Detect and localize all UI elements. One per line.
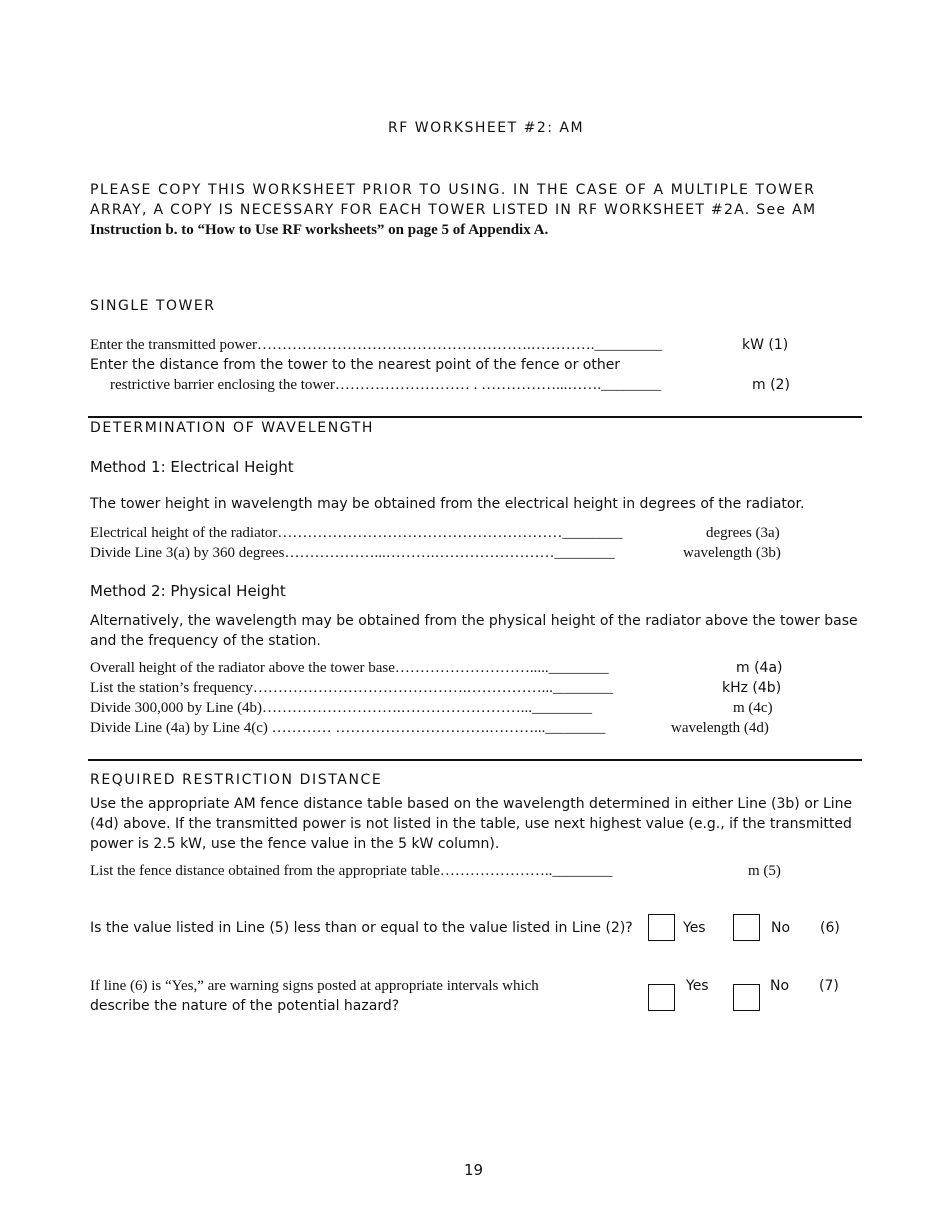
method2-title: Method 2: Physical Height [90,582,286,600]
line3b-unit: wavelength (3b) [683,545,781,561]
line4c-label: Divide 300,000 by Line (4b)……………………….……………………...________ [90,700,593,716]
line4c-unit: m (4c) [733,700,773,716]
line1-unit: kW (1) [742,337,789,353]
line3b-label: Divide Line 3(a) by 360 degrees………………...……….……………………________ [90,545,615,561]
single-tower-heading: SINGLE TOWER [90,298,216,314]
intro-line-2: ARRAY, A COPY IS NECESSARY FOR EACH TOWER LISTED IN RF WORKSHEET #2A. See AM [90,202,817,218]
q6-no-checkbox[interactable] [733,914,760,941]
divider-2 [88,759,862,761]
line5-label: List the fence distance obtained from the appropriate table…………………..________ [90,863,613,879]
line4a-label: Overall height of the radiator above the tower base……………………….....________ [90,660,609,676]
line3a-label: Electrical height of the radiator…………………………………………………________ [90,525,623,541]
line4d-unit: wavelength (4d) [671,720,769,736]
q6-yes-label: Yes [683,920,706,936]
line2b-label: restrictive barrier enclosing the tower……………………… . ……………...…….________ [110,377,662,393]
q7-yes-label: Yes [686,978,709,994]
intro-line-3: Instruction b. to “How to Use RF worksheets” on page 5 of Appendix A. [90,222,549,238]
line2a-label: Enter the distance from the tower to the nearest point of the fence or other [90,357,621,373]
q6-yes-checkbox[interactable] [648,914,675,941]
q6-no-label: No [771,920,791,936]
line4b-unit: kHz (4b) [722,680,782,696]
q7-no-checkbox[interactable] [733,984,760,1011]
line2-unit: m (2) [752,377,790,393]
method1-text: The tower height in wavelength may be obtained from the electrical height in degrees of the radiator. [90,496,805,512]
q7-yes-checkbox[interactable] [648,984,675,1011]
wavelength-heading: DETERMINATION OF WAVELENGTH [90,420,374,436]
intro-line-1: PLEASE COPY THIS WORKSHEET PRIOR TO USING. IN THE CASE OF A MULTIPLE TOWER [90,182,816,198]
line5-unit: m (5) [748,863,781,879]
method1-title: Method 1: Electrical Height [90,458,294,476]
q7-number: (7) [819,978,839,994]
page-number: 19 [464,1161,484,1179]
method2-text: Alternatively, the wavelength may be obtained from the physical height of the radiator above the tower base and the frequency of the station. [90,613,858,649]
q7-no-label: No [770,978,790,994]
line4b-label: List the station’s frequency…………………………………….……………...________ [90,680,613,696]
q7-line-2: describe the nature of the potential hazard? [90,998,400,1014]
divider-1 [88,416,862,418]
line4a-unit: m (4a) [736,660,783,676]
line4d-label: Divide Line (4a) by Line 4(c) ………… ………………………….………...________ [90,720,606,736]
line1-label: Enter the transmitted power……………………………………………….…………._________ [90,337,663,353]
q6-text: Is the value listed in Line (5) less than or equal to the value listed in Line (2)? [90,920,633,936]
restriction-heading: REQUIRED RESTRICTION DISTANCE [90,772,383,788]
page-title: RF WORKSHEET #2: AM [388,120,585,136]
line3a-unit: degrees (3a) [706,525,780,541]
q7-line-1: If line (6) is “Yes,” are warning signs posted at appropriate intervals which [90,978,539,994]
q6-number: (6) [820,920,840,936]
restriction-text: Use the appropriate AM fence distance table based on the wavelength determined in either Line (3b) or Line (4d) above. If the transmitted power is not listed in the table, use next highest value (e.g., if the transmitted power is 2.5 kW, use the fence value in the 5 kW column). [90,796,853,852]
